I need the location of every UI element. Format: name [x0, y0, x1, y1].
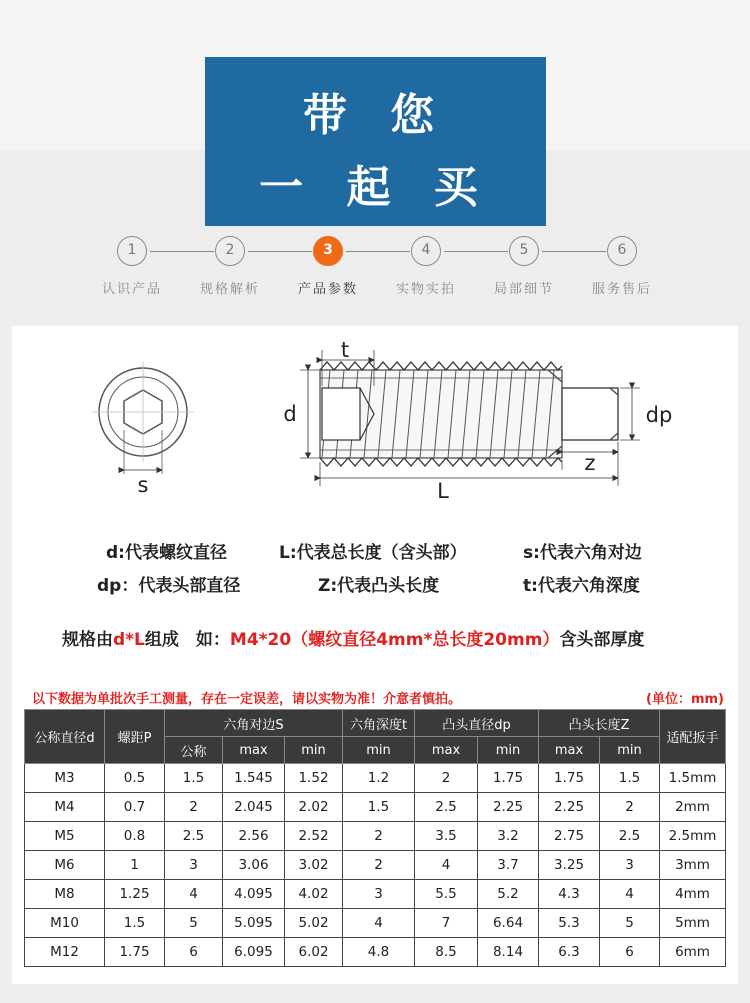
rule-part-5: 含头部厚度 — [559, 630, 645, 650]
table-cell: 5mm — [660, 909, 726, 938]
table-cell: 4.8 — [343, 938, 415, 967]
table-cell: 6 — [600, 938, 660, 967]
table-cell: 3.5 — [415, 822, 478, 851]
table-row — [25, 822, 726, 851]
subheader-cell: max — [223, 737, 285, 764]
subheader-cell: min — [600, 737, 660, 764]
subheader-cell: max — [539, 737, 600, 764]
table-cell: 5.2 — [478, 880, 539, 909]
table-cell: 6.3 — [539, 938, 600, 967]
table-cell: 3 — [343, 880, 415, 909]
table-cell: 1.5mm — [660, 764, 726, 793]
subheader-cell: min — [478, 737, 539, 764]
table-cell: 7 — [415, 909, 478, 938]
table-row — [25, 909, 726, 938]
table-cell: 5.5 — [415, 880, 478, 909]
table-cell: M3 — [25, 764, 105, 793]
side-view — [320, 362, 618, 466]
table-cell: 1.75 — [478, 764, 539, 793]
table-cell: 5.095 — [223, 909, 285, 938]
table-cell: M10 — [25, 909, 105, 938]
table-row — [25, 851, 726, 880]
table-row — [25, 880, 726, 909]
header-diameter: 公称直径d — [25, 710, 105, 764]
table-cell: 2.5 — [165, 822, 223, 851]
legend-L: L:代表总长度（含头部） — [279, 543, 467, 563]
table-cell: M6 — [25, 851, 105, 880]
table-cell: 6.64 — [478, 909, 539, 938]
table-cell: 2.5 — [415, 793, 478, 822]
table-cell: 1.52 — [285, 764, 343, 793]
header-point-length: 凸头长度Z — [539, 710, 660, 737]
table-cell: 2.25 — [478, 793, 539, 822]
table-cell: 2 — [343, 851, 415, 880]
table-cell: 2.5mm — [660, 822, 726, 851]
step-label: 服务售后 — [591, 282, 652, 297]
dim-L-label: L — [437, 479, 449, 503]
step-number-active: 3 — [313, 236, 343, 266]
legend-t: t:代表六角深度 — [523, 576, 640, 596]
table-cell: 1.5 — [600, 764, 660, 793]
table-cell: M8 — [25, 880, 105, 909]
table-cell: 2.25 — [539, 793, 600, 822]
table-cell: 3 — [600, 851, 660, 880]
table-cell: 2mm — [660, 793, 726, 822]
table-cell: 8.14 — [478, 938, 539, 967]
banner-line-1: 带 您 — [302, 90, 449, 141]
table-cell: 4.3 — [539, 880, 600, 909]
table-header-row — [25, 710, 726, 737]
table-cell: 1.545 — [223, 764, 285, 793]
table-cell: 2.75 — [539, 822, 600, 851]
table-cell: 1 — [105, 851, 165, 880]
table-cell: 2.52 — [285, 822, 343, 851]
table-cell: 4 — [165, 880, 223, 909]
rule-part-1: 规格由 — [62, 630, 113, 650]
step-number: 1 — [117, 236, 147, 266]
table-cell: 4 — [600, 880, 660, 909]
measurement-note: 以下数据为单批次手工测量，存在一定误差，请以实物为准！介意者慎拍。 — [32, 692, 462, 707]
table-cell: 1.75 — [539, 764, 600, 793]
dim-t-label: t — [340, 338, 350, 362]
table-cell: 2.02 — [285, 793, 343, 822]
table-cell: 5 — [600, 909, 660, 938]
table-row — [25, 938, 726, 967]
spec-table — [24, 709, 726, 967]
table-cell: 2 — [165, 793, 223, 822]
table-cell: 5.02 — [285, 909, 343, 938]
table-cell: M5 — [25, 822, 105, 851]
table-row — [25, 793, 726, 822]
table-cell: 5 — [165, 909, 223, 938]
table-cell: M4 — [25, 793, 105, 822]
legend-s: s:代表六角对边 — [523, 543, 642, 563]
table-cell: 5.3 — [539, 909, 600, 938]
table-cell: 8.5 — [415, 938, 478, 967]
table-cell: 2.56 — [223, 822, 285, 851]
step-label: 规格解析 — [199, 282, 260, 297]
header-point-diameter: 凸头直径dp — [415, 710, 539, 737]
table-cell: 2 — [600, 793, 660, 822]
table-cell: 4.02 — [285, 880, 343, 909]
legend-dp: dp：代表头部直径 — [97, 576, 241, 596]
step-label: 实物实拍 — [395, 282, 456, 297]
table-body — [25, 764, 726, 967]
table-cell: 1.5 — [343, 793, 415, 822]
table-cell: M12 — [25, 938, 105, 967]
end-view — [92, 362, 194, 474]
table-cell: 2 — [415, 764, 478, 793]
header-wrench: 适配扳手 — [660, 710, 726, 764]
dim-dp-label: dp — [645, 403, 673, 427]
table-cell: 4mm — [660, 880, 726, 909]
table-row — [25, 764, 726, 793]
table-cell: 3.7 — [478, 851, 539, 880]
table-cell: 6mm — [660, 938, 726, 967]
table-cell: 1.25 — [105, 880, 165, 909]
table-cell: 3.2 — [478, 822, 539, 851]
dim-s-label: s — [137, 473, 149, 497]
table-cell: 0.5 — [105, 764, 165, 793]
table-cell: 2.045 — [223, 793, 285, 822]
banner-line-2: 一 起 买 — [259, 162, 492, 213]
subheader-cell: max — [415, 737, 478, 764]
table-cell: 3 — [165, 851, 223, 880]
table-cell: 1.5 — [105, 909, 165, 938]
table-cell: 1.2 — [343, 764, 415, 793]
legend-d: d:代表螺纹直径 — [106, 543, 227, 563]
subheader-cell: 公称 — [165, 737, 223, 764]
table-cell: 6.02 — [285, 938, 343, 967]
rule-part-4: M4*20（螺纹直径4mm*总长度20mm） — [229, 630, 560, 650]
header-pitch: 螺距P — [105, 710, 165, 764]
table-cell: 4.095 — [223, 880, 285, 909]
table-cell: 3.06 — [223, 851, 285, 880]
table-cell: 3mm — [660, 851, 726, 880]
rule-part-3: 组成 如： — [144, 630, 230, 650]
dim-z-label: z — [584, 451, 596, 475]
dim-d-label: d — [283, 402, 297, 426]
rule-part-2: d*L — [113, 630, 145, 650]
table-cell: 2 — [343, 822, 415, 851]
step-label: 认识产品 — [101, 282, 162, 297]
step-label-active: 产品参数 — [297, 282, 358, 297]
table-cell: 1.5 — [165, 764, 223, 793]
table-cell: 3.02 — [285, 851, 343, 880]
step-number: 2 — [215, 236, 245, 266]
table-cell: 3.25 — [539, 851, 600, 880]
step-number: 4 — [411, 236, 441, 266]
table-cell: 6 — [165, 938, 223, 967]
table-cell: 1.75 — [105, 938, 165, 967]
table-cell: 6.095 — [223, 938, 285, 967]
table-cell: 0.8 — [105, 822, 165, 851]
spec-rule — [62, 625, 644, 650]
step-number: 5 — [509, 236, 539, 266]
subheader-cell: min — [343, 737, 415, 764]
step-number: 6 — [607, 236, 637, 266]
table-cell: 0.7 — [105, 793, 165, 822]
table-cell: 4 — [343, 909, 415, 938]
table-cell: 2.5 — [600, 822, 660, 851]
unit-label: (单位：mm) — [646, 692, 724, 707]
subheader-cell: min — [285, 737, 343, 764]
header-hex-across: 六角对边S — [165, 710, 343, 737]
header-hex-depth: 六角深度t — [343, 710, 415, 737]
table-cell: 4 — [415, 851, 478, 880]
legend-z: Z:代表凸头长度 — [318, 576, 440, 596]
step-label: 局部细节 — [493, 282, 554, 297]
